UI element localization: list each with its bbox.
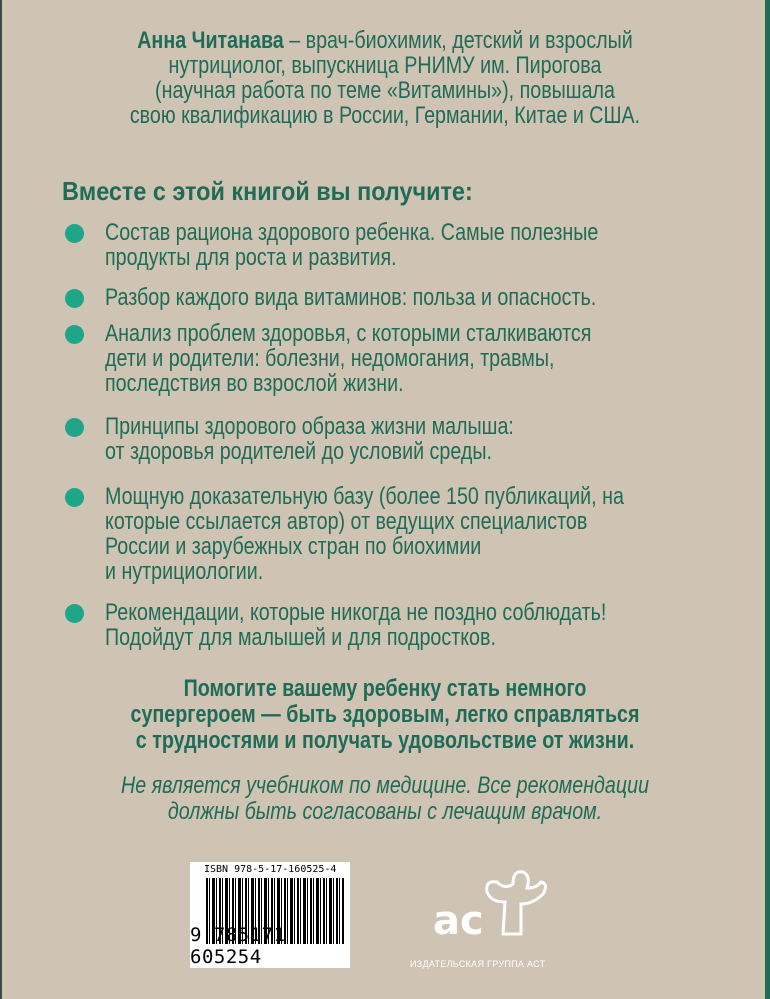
publisher-name: ИЗДАТЕЛЬСКАЯ ГРУППА АСТ xyxy=(410,959,546,969)
list-item xyxy=(105,321,698,396)
author-bio-text: – врач-биохимик, детский и взрослый xyxy=(283,27,633,54)
list-item-line: от здоровья родителей до условий среды. xyxy=(105,438,492,465)
cta-line: Помогите вашему ребенку стать немного xyxy=(183,675,587,702)
list-item-line: продукты для роста и развития. xyxy=(105,244,397,271)
list-item xyxy=(105,285,704,310)
list-item-line: Подойдут для малышей и для подростков. xyxy=(105,624,496,651)
bullet-icon xyxy=(65,289,84,308)
list-item-line: Состав рациона здорового ребенка. Самые полезные xyxy=(105,219,599,246)
bullet-icon xyxy=(65,325,84,344)
disclaimer-line: должны быть согласованы с лечащим врачом. xyxy=(167,798,603,825)
list-item-line: Анализ проблем здоровья, с которыми сталкиваются xyxy=(105,320,592,347)
list-item-line: которые ссылается автор) от ведущих специалистов xyxy=(105,508,588,535)
author-bio-line: свою квалификацию в России, Германии, Китае и США. xyxy=(129,102,641,129)
list-item-line: и нутрициологии. xyxy=(105,558,264,585)
bullet-icon xyxy=(65,418,84,437)
isbn-text: ISBN 978-5-17-160525-4 xyxy=(204,864,337,875)
bullet-icon xyxy=(65,224,84,243)
left-edge xyxy=(0,0,2,999)
author-name: Анна Читанава xyxy=(137,27,284,54)
right-edge xyxy=(765,0,770,999)
list-item xyxy=(105,220,707,270)
author-bio-line xyxy=(137,28,633,53)
barcode xyxy=(190,862,350,968)
svg-text:ac: ac xyxy=(433,898,484,944)
list-item-line: дети и родители: болезни, недомогания, травмы, xyxy=(105,345,555,372)
list-item-line: России и зарубежных стран по биохимии xyxy=(105,533,482,560)
cta-line: супергероем — быть здоровым, легко справляться xyxy=(130,701,640,728)
list-item xyxy=(105,414,604,464)
author-bio-line: нутрициолог, выпускница РНИМУ им. Пирогова xyxy=(168,52,602,79)
list-item-line: последствия во взрослой жизни. xyxy=(105,370,404,397)
disclaimer-line: Не является учебником по медицине. Все рекомендации xyxy=(120,772,650,799)
list-item-line: Разбор каждого вида витаминов: польза и опасность. xyxy=(105,284,597,311)
list-item-line: Мощную доказательную базу (более 150 публикаций, на xyxy=(105,483,624,510)
list-item xyxy=(105,600,716,650)
list-item xyxy=(105,484,738,584)
ean-number: 9 785171 605254 xyxy=(190,924,286,968)
bullet-icon xyxy=(65,604,84,623)
cta-line: с трудностями и получать удовольствие от жизни. xyxy=(135,727,635,754)
list-item-line: Принципы здорового образа жизни малыша: xyxy=(105,413,514,440)
author-bio-line: (научная работа по теме «Витамины»), повышала xyxy=(155,77,615,104)
ast-logo-icon xyxy=(425,862,555,962)
benefits-heading: Вместе с этой книгой вы получите: xyxy=(62,176,473,206)
bullet-icon xyxy=(65,488,84,507)
list-item-line: Рекомендации, которые никогда не поздно соблюдать! xyxy=(105,599,607,626)
